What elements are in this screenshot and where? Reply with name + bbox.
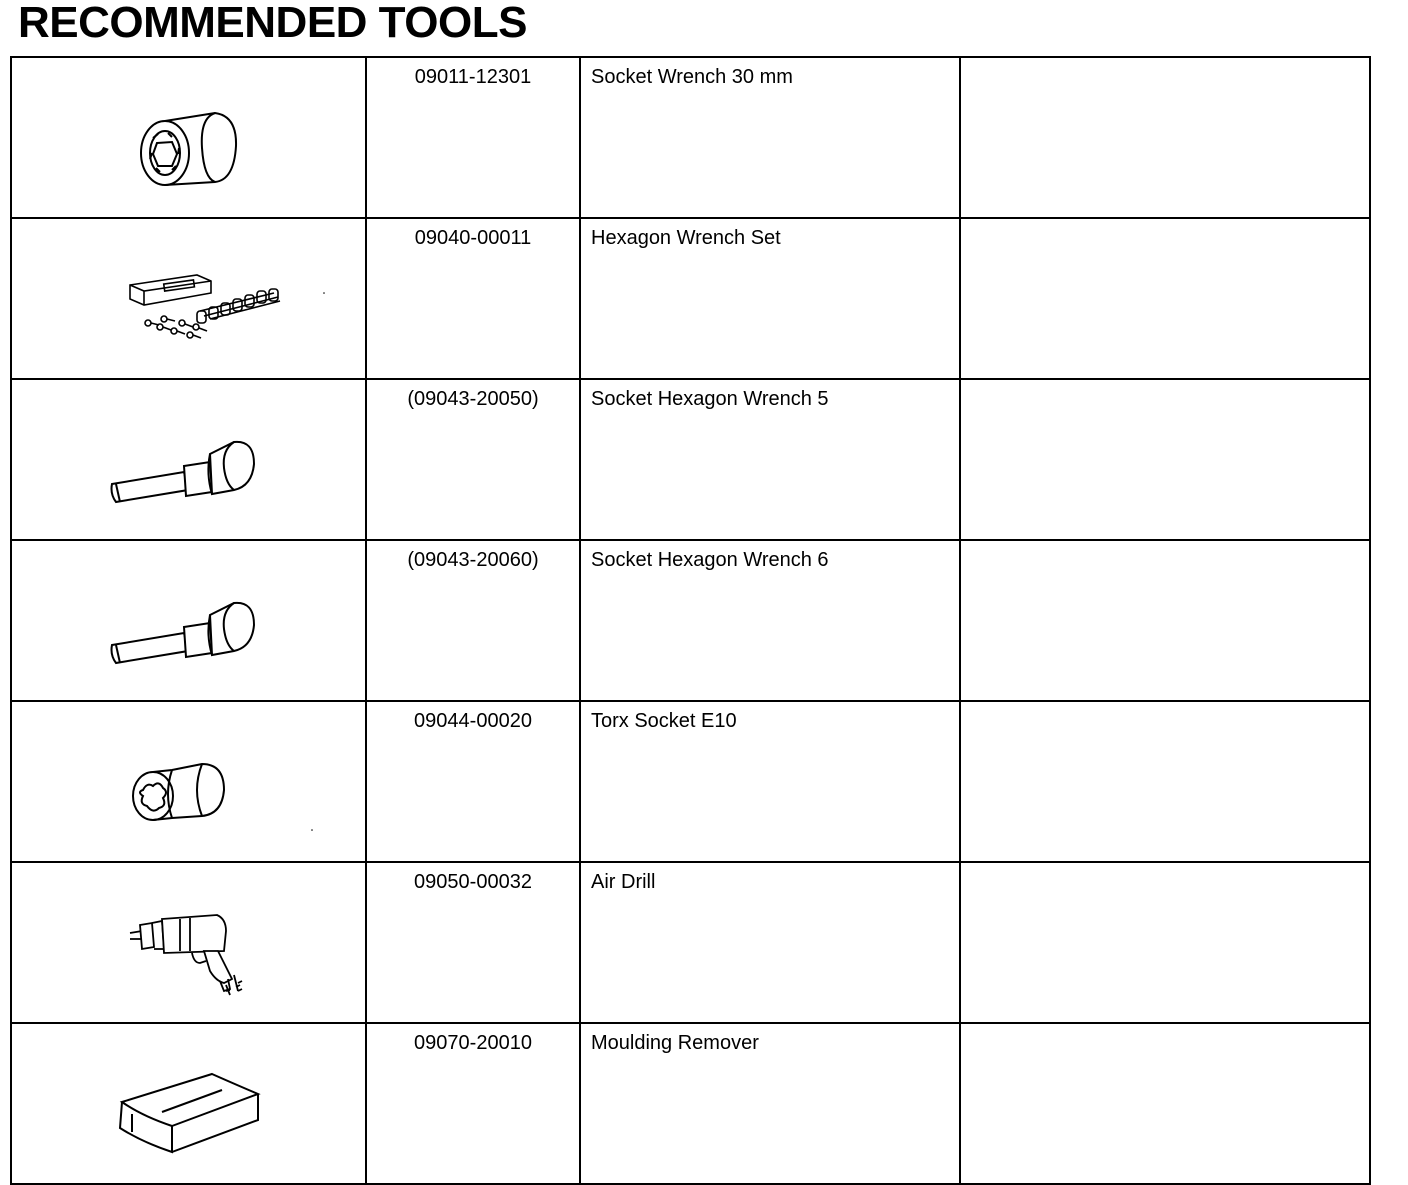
note-cell: [960, 379, 1370, 540]
hexagon-wrench-set-icon: [12, 219, 365, 372]
tool-name: Torx Socket E10: [580, 701, 960, 862]
tool-name: Socket Hexagon Wrench 5: [580, 379, 960, 540]
tools-table: [10, 56, 1371, 1185]
table-row: [11, 379, 1370, 540]
socket-hexagon-wrench-icon: [12, 541, 365, 694]
tool-image-cell: [11, 540, 366, 701]
table-row: [11, 218, 1370, 379]
part-number: (09043-20050): [366, 379, 580, 540]
note-cell: [960, 701, 1370, 862]
tool-image-cell: [11, 862, 366, 1023]
tool-image-cell: [11, 701, 366, 862]
note-cell: [960, 862, 1370, 1023]
tool-name: Socket Wrench 30 mm: [580, 57, 960, 218]
torx-socket-icon: [12, 702, 365, 855]
table-row: [11, 701, 1370, 862]
moulding-remover-icon: [12, 1024, 365, 1177]
socket-hexagon-wrench-icon: [12, 380, 365, 533]
tool-name: Socket Hexagon Wrench 6: [580, 540, 960, 701]
table-row: [11, 540, 1370, 701]
tool-name: Air Drill: [580, 862, 960, 1023]
note-cell: [960, 218, 1370, 379]
note-cell: [960, 57, 1370, 218]
tool-image-cell: [11, 1023, 366, 1184]
page-title: RECOMMENDED TOOLS: [18, 0, 527, 47]
part-number: 09040-00011: [366, 218, 580, 379]
note-cell: [960, 540, 1370, 701]
tool-image-cell: [11, 379, 366, 540]
tool-name: Hexagon Wrench Set: [580, 218, 960, 379]
part-number: (09043-20060): [366, 540, 580, 701]
tool-image-cell: [11, 57, 366, 218]
tool-image-cell: [11, 218, 366, 379]
note-cell: [960, 1023, 1370, 1184]
part-number: 09011-12301: [366, 57, 580, 218]
tool-name: Moulding Remover: [580, 1023, 960, 1184]
socket-wrench-icon: [12, 58, 365, 211]
part-number: 09070-20010: [366, 1023, 580, 1184]
air-drill-icon: [12, 863, 365, 1016]
table-row: [11, 57, 1370, 218]
table-row: [11, 1023, 1370, 1184]
part-number: 09044-00020: [366, 701, 580, 862]
part-number: 09050-00032: [366, 862, 580, 1023]
table-row: [11, 862, 1370, 1023]
